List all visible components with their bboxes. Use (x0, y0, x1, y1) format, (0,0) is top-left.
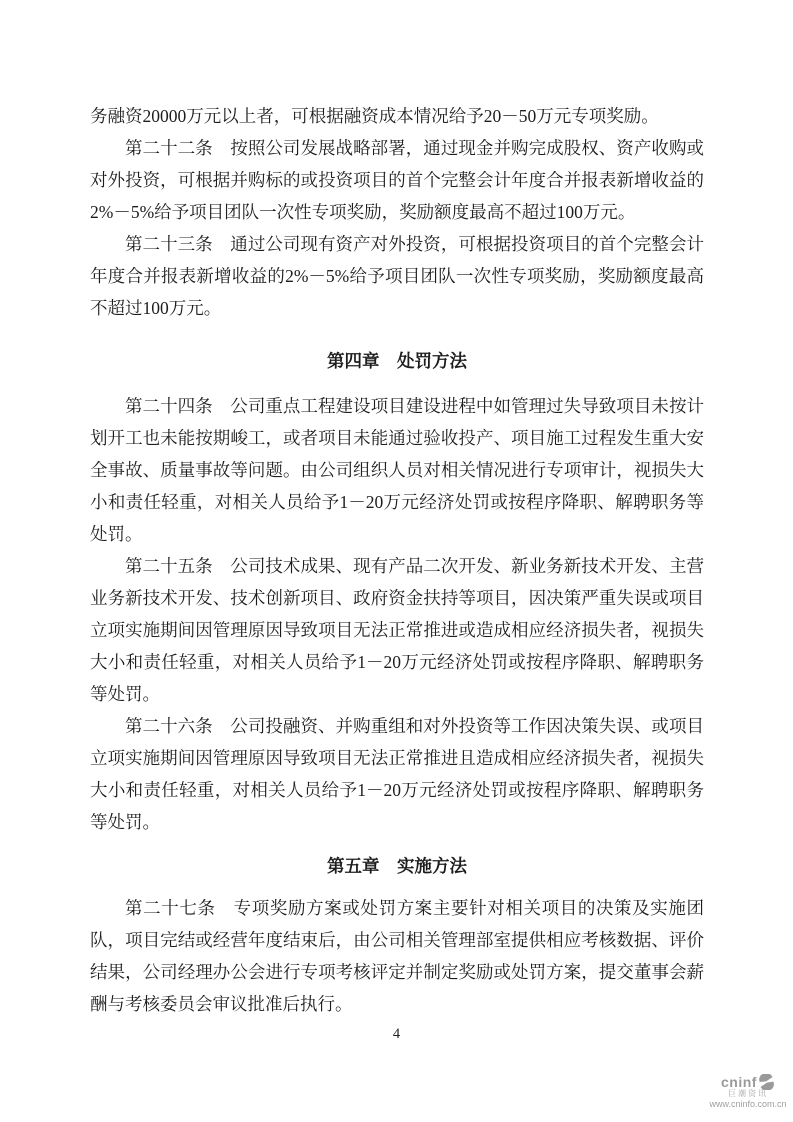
paragraph-article-25: 第二十五条 公司技术成果、现有产品二次开发、新业务新技术开发、主营业务新技术开发、技术创新项目、政府资金扶持等项目，因决策严重失误或项目立项实施期间因管理原因导致项目无法正常推进或造成相应经济损失者，视损失大小和责任轻重，对相关人员给予1－20万元经济处罚或按程序降职、解聘职务等处罚。 (90, 556, 704, 704)
page-number: 4 (392, 1026, 401, 1042)
chapter-5-heading: 第五章 实施方法 (327, 856, 467, 876)
paragraph-continuation: 务融资20000万元以上者，可根据融资成本情况给予20－50万元专项奖励。 (90, 106, 659, 126)
paragraph-article-24: 第二十四条 公司重点工程建设项目建设进程中如管理过失导致项目未按计划开工也未能按期峻工，或者项目未能通过验收投产、项目施工过程发生重大安全事故、质量事故等问题。由公司组织人员对相关情况进行专项审计，视损失大小和责任轻重，对相关人员给予1－20万元经济处罚或按程序降职、解聘职务等处罚。 (90, 396, 704, 544)
paragraph-article-23: 第二十三条 通过公司现有资产对外投资，可根据投资项目的首个完整会计年度合并报表新增收益的2%－5%给予项目团队一次性专项奖励，奖励额度最高不超过100万元。 (90, 234, 704, 318)
cninfo-logo (707, 1074, 789, 1090)
cninfo-chinese-name: 巨潮资讯 (728, 1089, 768, 1099)
chapter-4-heading: 第四章 处罚方法 (327, 351, 467, 371)
cninfo-logo-text: cninf (721, 1073, 757, 1090)
paragraph-article-22: 第二十二条 按照公司发展战略部署，通过现金并购完成股权、资产收购或对外投资，可根据并购标的或投资项目的首个完整会计年度合并报表新增收益的2%－5%给予项目团队一次性专项奖励，奖励额度最高不超过100万元。 (90, 138, 704, 222)
paragraph-article-26: 第二十六条 公司投融资、并购重组和对外投资等工作因决策失误、或项目立项实施期间因管理原因导致项目无法正常推进且造成相应经济损失者，视损失大小和责任轻重，对相关人员给予1－20万元经济处罚或按程序降职、解聘职务等处罚。 (90, 716, 704, 832)
cninfo-watermark (707, 1074, 789, 1110)
cninfo-url: www.cninfo.com.cn (709, 1099, 787, 1110)
paragraph-article-27: 第二十七条 专项奖励方案或处罚方案主要针对相关项目的决策及实施团队，项目完结或经营年度结束后，由公司相关管理部室提供相应考核数据、评价结果，公司经理办公会进行专项考核评定并制定奖励或处罚方案，提交董事会薪酬与考核委员会审议批准后执行。 (90, 898, 704, 1014)
cninfo-swirl-icon (758, 1074, 775, 1090)
document-body (90, 100, 704, 1020)
